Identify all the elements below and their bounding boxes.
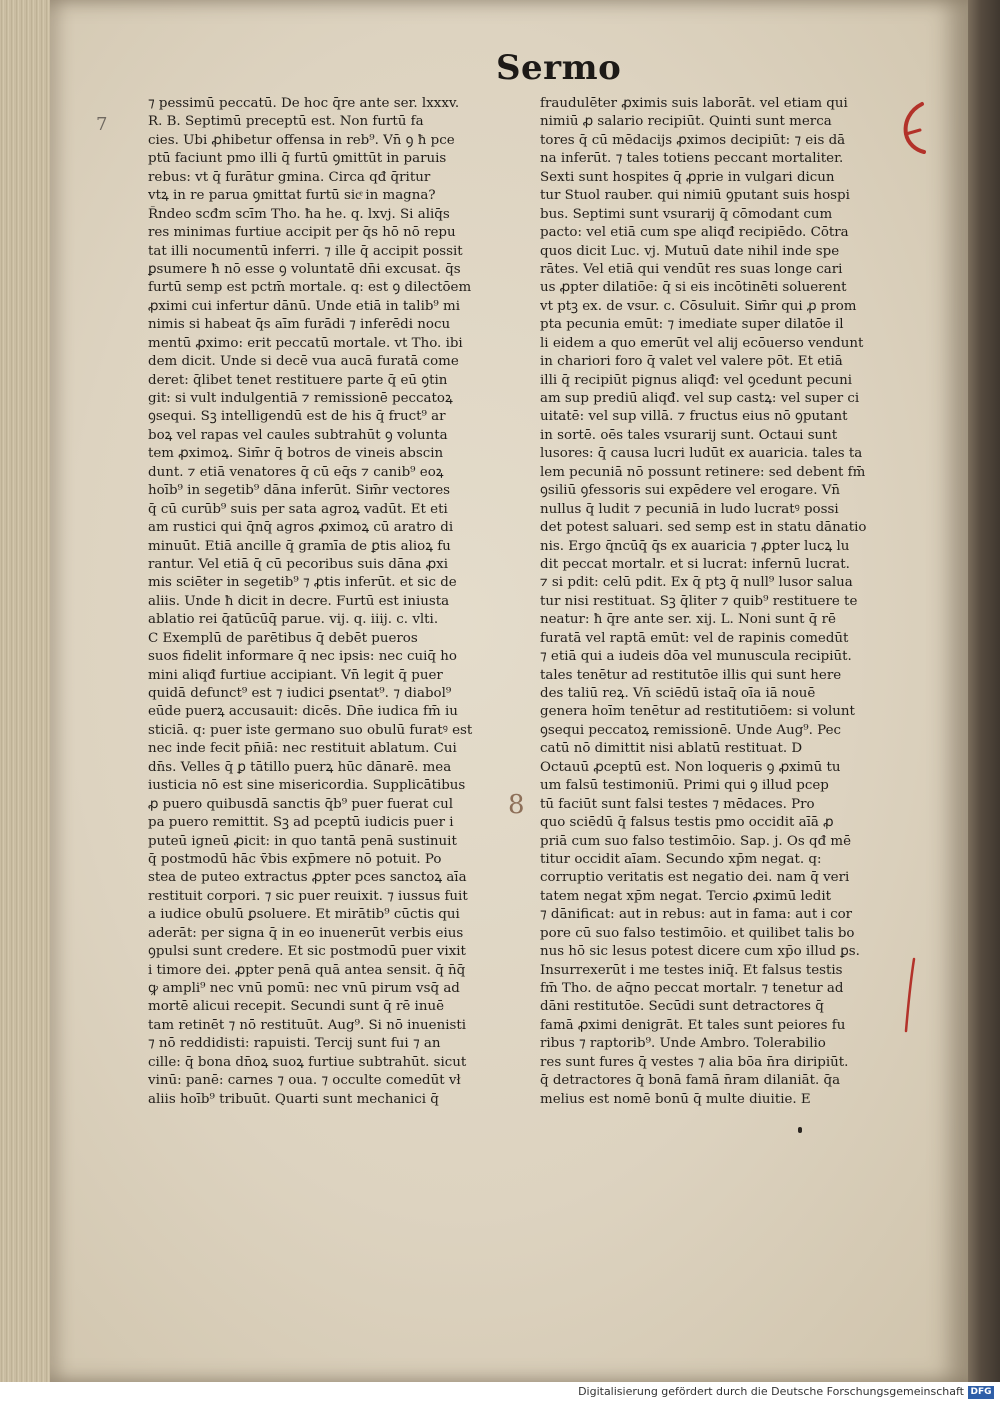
text-line: tat illi nocumentū inferri. ⁊ ille q̄ accipit possit <box>148 243 463 259</box>
text-line: rātes. Vel etiā qui vendūt res suas longe cari <box>540 261 843 277</box>
text-line: ꝯsequi peccatoꝝ remissionē. Unde Aug⁹. Pec <box>540 722 842 738</box>
text-line: ꝯsequi. Sꝫ intelligendū est de his q̄ fruct⁹ ar <box>148 409 446 425</box>
text-line: det potest saluari. sed semp est in statu dānatio <box>540 520 867 536</box>
text-line: tores q̄ cū mēdacijs ꝓximos decipiūt: ⁊ eis dā <box>540 132 846 148</box>
text-line: ⁊ pessimū peccatū. De hoc q̄re ante ser. lxxxv. <box>148 96 460 111</box>
text-line: nis. Ergo q̄ncūq̄ q̄s ex auaricia ⁊ ꝓpter lucꝝ lu <box>540 538 850 554</box>
text-line: in chariori foro q̄ valet vel valere pōt. Et etiā <box>540 354 843 370</box>
text-line: ribus ⁊ raptorib⁹. Unde Ambro. Tolerabilio <box>540 1036 826 1052</box>
red-bracket-mark <box>896 100 928 156</box>
text-line: tem ꝓximoꝝ. Sim̄r q̄ botros de vineis abscin <box>148 446 444 462</box>
text-line: ꝑsumere ħ nō esse ꝯ voluntatē dn̄i excusat. q̄s <box>148 261 461 277</box>
text-line: dunt. ⁊ etiā venatores q̄ cū eq̄s ⁊ canib⁹ eoꝝ <box>148 464 444 480</box>
text-line: am rustici qui q̄nq̄ agros ꝓximoꝝ cū aratro di <box>148 520 454 536</box>
text-line: nec inde fecit pn̄iā: nec restituit ablatum. Cui <box>148 741 457 757</box>
ink-dot <box>798 1127 802 1133</box>
text-line: priā cum suo falso testimōio. Sap. j. Os qđ mē <box>540 833 852 849</box>
text-line: iusticia nō est sine misericordia. Supplicātibus <box>148 778 466 794</box>
text-line: a iudice obulū ꝑsoluere. Et mirātib⁹ cūctis qui <box>148 907 460 923</box>
text-line: ⁊ nō reddidisti: rapuisti. Tercij sunt fui ⁊ an <box>148 1036 441 1052</box>
margin-note-middle: 8 <box>508 790 525 820</box>
text-line: fm̄ Tho. de aq̄no peccat mortal̄r. ⁊ tenetur ad <box>540 981 844 996</box>
text-line: dit peccat mortal̄r. et si lucrat: infernū lucrat. <box>540 556 850 572</box>
text-line: i timore dei. ꝓpter penā quā antea sensit. q̄ n̄q̄ <box>148 962 466 978</box>
text-line: restituit corpori. ⁊ sic puer reuixit. ⁊ iussus fuit <box>148 888 468 904</box>
text-line: lusores: q̄ causa lucri ludūt ex auaricia. tales ta <box>540 446 863 462</box>
text-line: hoīb⁹ in segetib⁹ dāna inferūt. Sim̄r vectores <box>148 483 451 499</box>
text-line: bus. Septimi sunt vsurarij q̄ cōmodant cum <box>540 206 833 222</box>
text-line: aliis hoīb⁹ tribuūt. Quarti sunt mechanici q̄ <box>148 1091 439 1107</box>
text-line: dāni restitutōe. Secūdi sunt detractores q̄ <box>540 999 824 1015</box>
text-line: furatā vel raptā emūt: vel de rapinis comedūt <box>540 630 849 646</box>
text-line: ptū faciunt pmo illi q̄ furtū ꝯmittūt in paruis <box>148 151 447 167</box>
text-line: R. B. Septimū preceptū est. Non furtū fa <box>148 114 424 130</box>
text-line: dn̄s. Velles q̄ ꝑ tātillo puerꝝ hūc dānarē. mea <box>148 759 452 775</box>
text-line: R̄ndeo scđm scīm Tho. ħa he. q. lxvj. Si aliq̄s <box>148 206 450 222</box>
text-line: illi q̄ recipiūt pignus aliqđ: vel ꝯcedunt pecuni <box>540 372 853 388</box>
text-line: sticiā. q: puer iste germano suo obulū furatꝰ est <box>148 722 473 738</box>
text-line: mortē alicui recepit. Secundi sunt q̄ rē inuē <box>148 999 445 1015</box>
text-line: titur occidit aīam. Secundo xp̄m negat. q: <box>540 851 822 867</box>
text-line: furtū semp est pctm̄ mortale. q: est ꝯ dilectōem <box>148 280 472 296</box>
running-head: Sermo <box>496 48 622 88</box>
text-line: genera hoīm tenētur ad restitutiōem: si volunt <box>540 704 855 720</box>
text-line: tur nisi restituat. Sꝫ q̄liter ⁊ quib⁹ restituere te <box>540 593 858 609</box>
text-line: puteū igneū ꝓicit: in quo tantā penā sustinuit <box>148 833 457 849</box>
text-line: vinū: panē: carnes ⁊ oua. ⁊ occulte comedūt vł <box>148 1073 461 1089</box>
text-line: fraudulēter ꝓximis suis laborāt. vel etiam qui <box>540 96 848 111</box>
text-line: ⁊ si pdit: celū pdit. Ex q̄ ptꝫ q̄ null⁹ lusor salua <box>540 575 853 591</box>
text-line: pacto: vel etiā cum spe aliqđ recipiēdo. Cōtra <box>540 225 849 241</box>
text-line: boꝝ vel rapas vel caules subtrahūt ꝯ volunta <box>148 427 448 443</box>
text-line: res sunt fures q̄ vestes ⁊ alia bōa n̄ra diripiūt. <box>540 1054 849 1070</box>
red-margin-stroke <box>900 955 918 1035</box>
text-line: nimis si habeat q̄s aīm furādi ⁊ inferēdi nocu <box>148 317 451 333</box>
text-line: pa puero remittit. Sꝫ ad pceptū iudicis puer i <box>148 815 454 831</box>
text-line: tam retinēt ⁊ nō restituūt. Aug⁹. Si nō inuenisti <box>148 1017 467 1033</box>
text-line: tū faciūt sunt falsi testes ⁊ mēdaces. Pro <box>540 796 815 812</box>
text-line: tur Stuol rauber. qui nimiū ꝯputant suis hospi <box>540 188 850 204</box>
text-line: quo sciēdū q̄ falsus testis pmo occidit aīā ꝓ <box>540 815 834 831</box>
text-line: famā ꝓximi denigrāt. Et tales sunt peiores fu <box>540 1017 846 1033</box>
text-line: aliis. Unde ħ dicit in decre. Furtū est iniusta <box>148 593 450 609</box>
text-line: cille: q̄ bona dn̄oꝝ suoꝝ furtiue subtrahūt. sicut <box>148 1054 467 1070</box>
text-line: ⁊ dānificat: aut in rebus: aut in fama: aut i cor <box>540 907 853 923</box>
text-line: na inferūt. ⁊ tales totiens peccant mortaliter. <box>540 151 844 167</box>
left-page-stack <box>0 0 52 1382</box>
text-line: ꝓximi cui infertur dānū. Unde etiā in talib⁹ mi <box>148 298 461 314</box>
text-line: q̄ postmodū hāc v̄bis exp̄mere nō potuit. Po <box>148 851 442 867</box>
text-line: minuūt. Etiā ancille q̄ gramīa de ꝑtis alioꝝ fu <box>148 538 451 554</box>
text-line: lem pecuniā nō possunt retinere: sed debent fm̄ <box>540 464 866 480</box>
text-line: pta pecunia emūt: ⁊ imediate super dilatōe il <box>540 317 844 333</box>
text-line: mini aliqđ furtiue accipiant. Vn̄ legit q̄ puer <box>148 667 443 683</box>
text-line: tatem negat xp̄m negat. Tercio ꝓximū ledit <box>540 888 831 904</box>
text-line: nullus q̄ ludit ⁊ pecuniā in ludo lucratꝰ possi <box>540 501 839 517</box>
funding-credit: Digitalisierung gefördert durch die Deutsche Forschungsgemeinschaft <box>578 1385 964 1398</box>
text-line: aderāt: per signa q̄ in eo inuenerūt verbis eius <box>148 925 464 941</box>
text-line: q̄ detractores q̄ bonā famā n̄ram dilaniāt. q̄a <box>540 1073 841 1089</box>
text-column-right <box>540 95 885 1109</box>
text-line: am sup prediū aliqđ. vel sup castꝝ: vel super ci <box>540 391 860 406</box>
text-line: ꝯpulsi sunt credere. Et sic postmodū puer vixit <box>148 944 466 960</box>
text-line: q̄ cū curūb⁹ suis per sata agroꝝ vadūt. Et eti <box>148 501 448 517</box>
right-binding-shadow <box>968 0 1000 1382</box>
text-line: nus hō sic lesus potest dicere cum xp̄o illud ꝑs. <box>540 944 860 960</box>
text-line: uitatē: vel sup villā. ⁊ fructus eius nō ꝯputant <box>540 409 848 425</box>
text-line: catū nō dimittit nisi ablatū restituat. D <box>540 741 803 757</box>
text-line: nimiū ꝓ salario recipiūt. Quinti sunt merca <box>540 114 832 130</box>
margin-note-left: 7 <box>96 114 108 135</box>
text-line: neatur: ħ q̄re ante ser. xij. L. Noni sunt q̄ rē <box>540 612 836 628</box>
text-line: mentū ꝓximo: erit peccatū mortale. vt Tho. ibi <box>148 335 463 351</box>
text-line: mis sciēter in segetib⁹ ⁊ ꝓtis inferūt. et sic de <box>148 575 457 591</box>
text-line: rantur. Vel etiā q̄ cū pecoribus suis dāna ꝓxi <box>148 556 448 572</box>
footer-bar <box>0 1382 1000 1403</box>
text-line: rebus: vt q̄ furātur gmina. Circa qđ q̄ritur <box>148 169 431 185</box>
text-line: des taliū reꝝ. Vn̄ sciēdū istaq̄ oīa iā nouē <box>540 686 816 701</box>
text-line: deret: q̄libet tenet restituere parte q̄ eū ꝯtin <box>148 372 448 388</box>
text-line: suos fidelit informare q̄ nec ipsis: nec cuiq̄ ho <box>148 649 457 665</box>
text-line: vtꝝ in re parua ꝯmittat furtū sicͤ in magna? <box>148 188 436 204</box>
text-line: vt ptꝫ ex. de vsur. c. Cōsuluit. Sim̄r qui ꝓ prom <box>540 298 857 314</box>
dfg-logo: DFG <box>968 1386 994 1399</box>
text-line: us ꝓpter dilatiōe: q̄ si eis incōtinēti soluerent <box>540 280 847 296</box>
text-line: corruptio veritatis est negatio dei. nam q̄ veri <box>540 870 850 886</box>
text-line: pore cū suo falso testimōio. et quilibet talis bo <box>540 925 855 941</box>
text-line: li eidem a quo emerūt vel alij ecōuerso vendunt <box>540 335 864 351</box>
text-line: ꝯsiliū ꝯfessoris sui expēdere vel erogare. Vn̄ <box>540 483 841 499</box>
text-line: melius est nomē bonū q̄ multe diuitie. E <box>540 1091 811 1107</box>
text-line: cies. Ubi ꝓhibetur offensa in reb⁹. Vn̄ ꝯ ħ pce <box>148 132 455 148</box>
text-line: Sexti sunt hospites q̄ ꝓprie in vulgari dicun <box>540 169 835 185</box>
text-line: ꝙ ampli⁹ nec vnū pomū: nec vnū pirum vsq̄ ad <box>148 981 460 996</box>
text-line: Insurrexerūt i me testes iniq̄. Et falsus testis <box>540 962 843 978</box>
text-line: dem dicit. Unde si decē vua aucā furatā come <box>148 354 459 370</box>
text-line: ablatio rei q̄atūcūq̄ parue. vij. q. iiij. c. vlti. <box>148 612 439 628</box>
text-line: Octauū ꝓceptū est. Non loqueris ꝯ ꝓximū tu <box>540 759 841 775</box>
text-line: eūde puerꝝ accusauit: dicēs. Dn̄e iudica fm̄ iu <box>148 704 458 720</box>
text-line: C Exemplū de parētibus q̄ debēt pueros <box>148 630 418 646</box>
text-line: quidā defunct⁹ est ⁊ iudici ꝑsentat⁹. ⁊ diabol⁹ <box>148 686 452 701</box>
text-line: um falsū testimoniū. Primi qui ꝯ illud pcep <box>540 778 829 794</box>
text-line: in sortē. oēs tales vsurarij sunt. Octaui sunt <box>540 427 838 443</box>
text-line: ⁊ etiā qui a iudeis dōa vel munuscula recipiūt. <box>540 649 852 665</box>
text-line: quos dicit Luc. vj. Mutuū date nihil inde spe <box>540 243 840 259</box>
text-line: tales tenētur ad restitutōe illis qui sunt here <box>540 667 842 683</box>
text-line: res minimas furtiue accipit per q̄s hō nō repu <box>148 225 456 241</box>
text-line: git: si vult indulgentiā ⁊ remissionē peccatoꝝ <box>148 391 453 406</box>
text-column-left <box>148 95 508 1109</box>
text-line: stea de puteo extractus ꝓpter pces sanctoꝝ aīa <box>148 870 467 886</box>
text-line: ꝓ puero quibusdā sanctis q̄b⁹ puer fuerat cul <box>148 796 454 812</box>
